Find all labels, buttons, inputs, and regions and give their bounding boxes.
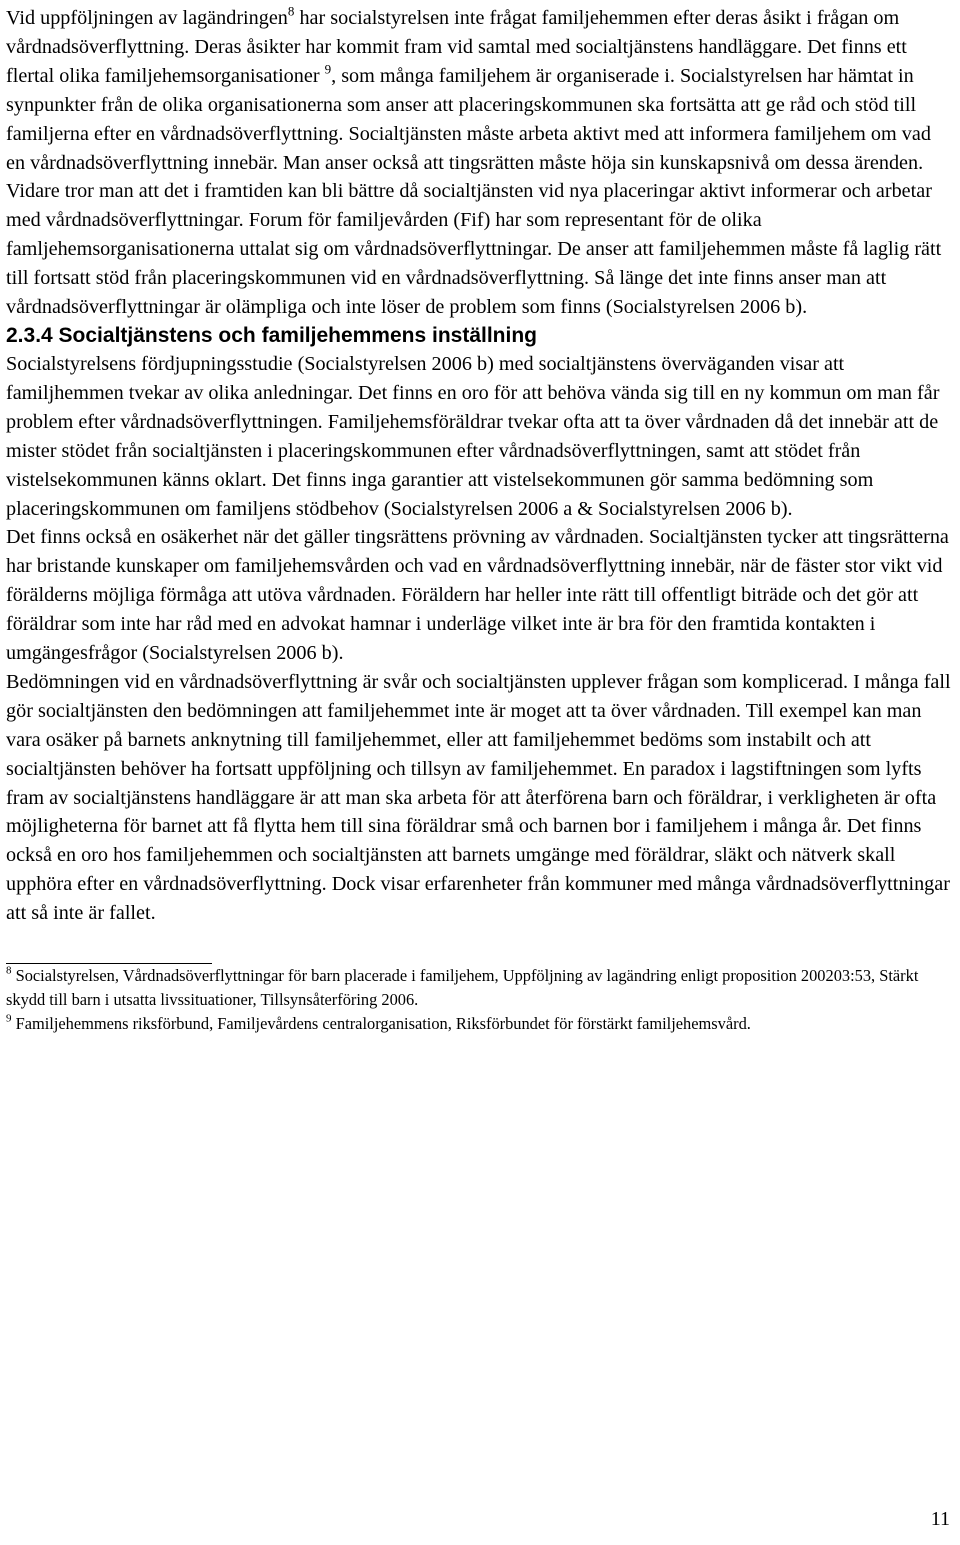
footnote-number: 8 <box>6 964 12 977</box>
paragraph-tingsratt-osakerhet: Det finns också en osäkerhet när det gäller tingsrättens prövning av vårdnaden. Socialtjänsten tycker att tingsrätterna har bristande kunskaper om familjehemsvården och vad en vårdnadsöverflyttning innebär, när de fäster stor vikt vid förälderns möjliga förmåga att utöva vårdnaden. Föräldern har heller inte rätt till offentligt biträde och det gör att föräldrar som inte har råd med en advokat hamnar i underläge vilket inte är bra för den framtida kontakten i umgängesfrågor (Socialstyrelsen 2006 b). <box>6 526 949 665</box>
footnote-reference-9[interactable]: 9 <box>324 61 332 77</box>
footnote-reference-8[interactable]: 8 <box>287 3 295 19</box>
paragraph-text: , som många familjehem är organiserade i. Socialstyrelsen har hämtat in synpunkter från de olika organisationerna som anser att placeringskommunen ska fortsätta att ge råd och stöd till familjerna efter en vårdnadsöverflyttning. Socialtjänsten måste arbeta aktivt med att informera familjehem om vad en vårdnadsöverflyttning innebär. Man anser också att tingsrätten måste höja sin kunskapsnivå om dessa ärenden. Vidare tror man att det i framtiden kan bli bättre då socialtjänsten vid nya placeringar aktivt informerar och arbetar med vårdnadsöverflyttningar. Forum för familjevården (Fif) har som representant för de olika famljehemsorganisationerna uttalat sig om vårdnadsöverflyttningar. De anser att familjehemmen måste få laglig rätt till fortsatt stöd från placeringskommunen vid en vårdnadsöverflyttning. Så länge det inte finns anser man att vårdnadsöverflyttningar är olämpliga och inte löser de problem som finns (Socialstyrelsen 2006 b). <box>6 64 942 319</box>
section-heading: 2.3.4 Socialtjänstens och familjehemmens inställning <box>6 323 537 347</box>
footnote-9 <box>6 1012 954 1036</box>
footnote-text: Socialstyrelsen, Vårdnadsöverflyttningar för barn placerade i familjehem, Uppföljning av lagändring enligt proposition 200203:53, Stärkt skydd till barn i utsatta livssituationer, Tillsynsåterföring 2006. <box>6 966 919 1010</box>
paragraph-text: Vid uppföljningen av lagändringen <box>6 7 288 29</box>
footnote-8 <box>6 964 954 1012</box>
paragraph-familjehem-asikter <box>6 4 954 322</box>
paragraph-bedomning: Bedömningen vid en vårdnadsöverflyttning är svår och socialtjänsten upplever frågan som komplicerad. I många fall gör socialtjänsten den bedömningen att familjehemmet inte är moget att ta över vårdnaden. Till exempel kan man vara osäker på barnets anknytning till familjehemmet, eller att familjehemmet bedöms som instabilt och att socialtjänsten behöver ha fortsatt uppföljning och tillsyn av familjehemmet. En paradox i lagstiftningen som lyfts fram av socialtjänstens handläggare är att man ska arbeta för att återförena barn och föräldrar, i verkligheten är ofta möjligheterna för barnet att få flytta hem till sina föräldrar små och barnen bor i familjehem i många år. Det finns också en oro hos familjehemmen och socialtjänsten att barnets umgänge med föräldrar, släkt och nätverk skall upphöra efter en vårdnadsöverflyttning. Dock visar erfarenheter från kommuner med många vårdnadsöverflyttningar att så inte är fallet. <box>6 670 951 925</box>
footnote-text: Familjehemmens riksförbund, Familjevårdens centralorganisation, Riksförbundet för förstärkt familjehemsvård. <box>11 1014 751 1034</box>
footnote-number: 9 <box>6 1012 12 1025</box>
paragraph-fordjupningsstudie: Socialstyrelsens fördjupningsstudie (Socialstyrelsen 2006 b) med socialtjänstens överväganden visar att familjhemmen tvekar av olika anledningar. Det finns en oro för att behöva vända sig till en ny kommun om man får problem efter vårdnadsöverflyttningen. Familjehemsföräldrar tvekar ofta att ta över vårdnaden då det innebär att de mister stödet från socialtjänsten i placeringskommunen efter vårdnadsöverflyttningen, samt att stödet från vistelsekommunen känns oklart. Det finns inga garantier att vistelsekommunen gör samma bedömning som placeringskommunen om familjens stödbehov (Socialstyrelsen 2006 a & Socialstyrelsen 2006 b). <box>6 352 940 520</box>
document-page <box>6 4 954 1036</box>
paragraph-text: har socialstyrelsen inte frågat familjehemmen efter deras åsikt i frågan om vårdnadsöverflyttning. Deras åsikter har kommit fram vid samtal med socialtjänstens handläggare. Det finns ett flertal olika familjehemsorganisationer <box>6 7 907 87</box>
page-number: 11 <box>930 1508 950 1530</box>
